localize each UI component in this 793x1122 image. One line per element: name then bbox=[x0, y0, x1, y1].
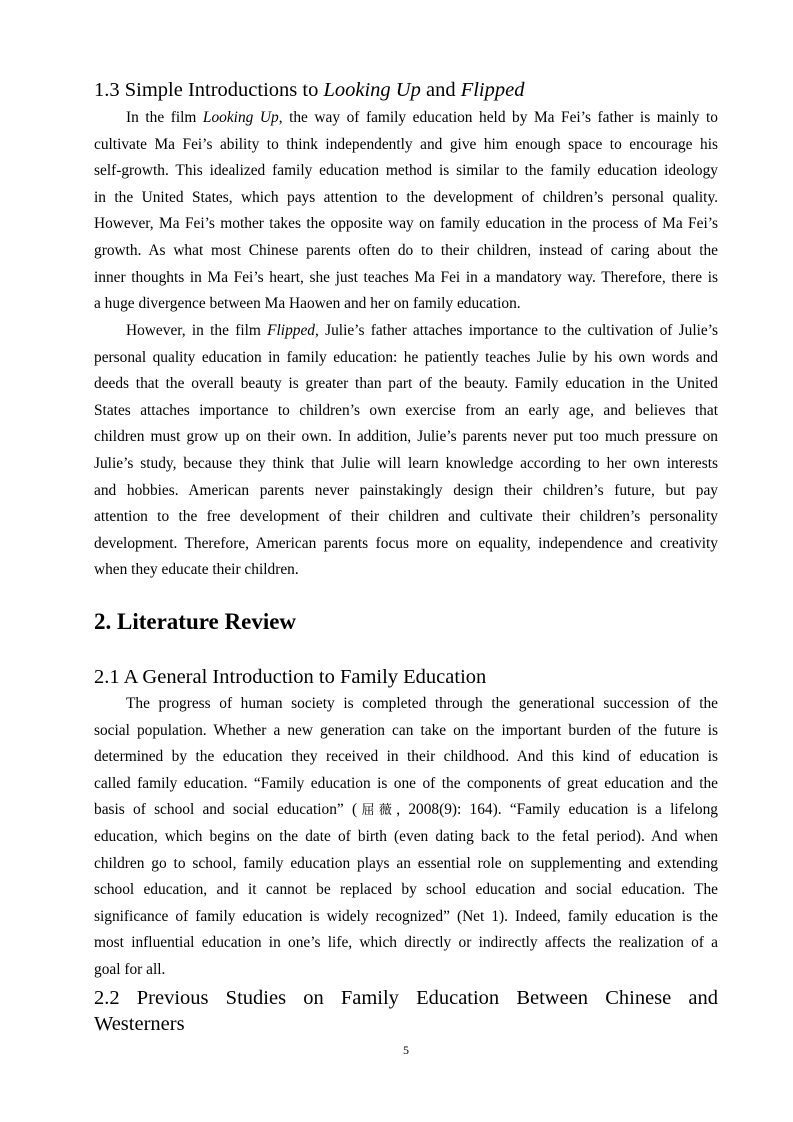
paragraph-line: basis of school and social education” (屈薇, 2008(9): 164). “Family education is a lifelong bbox=[94, 801, 718, 819]
paragraph-line: attention to the free development of their children and cultivate their children’s personality bbox=[94, 508, 718, 526]
paragraph-line: social population. Whether a new generation can take on the important burden of the future is bbox=[94, 721, 718, 739]
heading-and: and bbox=[420, 79, 461, 101]
cjk-author-name: 屈薇 bbox=[357, 803, 397, 819]
section-2-heading: 2. Literature Review bbox=[94, 609, 297, 634]
paragraph-line: cultivate Ma Fei’s ability to think independently and give him enough space to encourage his bbox=[94, 135, 718, 153]
paragraph-line: education, which begins on the date of birth (even dating back to the fetal period). And when bbox=[94, 827, 718, 845]
paragraph-line: growth. As what most Chinese parents often do to their children, instead of caring about the bbox=[94, 241, 718, 259]
page-number: 5 bbox=[403, 1043, 409, 1057]
paragraph-family-education bbox=[94, 691, 718, 984]
paragraph-line: goal for all. bbox=[94, 960, 166, 978]
paragraph-line: and hobbies. American parents never painstakingly design their children’s future, but pay bbox=[94, 481, 718, 499]
paragraph-line: children go to school, family education plays an essential role on supplementing and extending bbox=[94, 854, 718, 872]
paragraph-line: deeds that the overall beauty is greater than part of the beauty. Family education in the United bbox=[94, 375, 718, 393]
heading-title-flipped: Flipped bbox=[460, 79, 525, 101]
paragraph-line: most influential education in one’s life, which directly or indirectly affects the realization of a bbox=[94, 934, 718, 952]
paragraph-line: school education, and it cannot be replaced by school education and social education. The bbox=[94, 881, 718, 899]
paragraph-line: when they educate their children. bbox=[94, 561, 299, 579]
paragraph-line: significance of family education is widely recognized” (Net 1). Indeed, family education is the bbox=[94, 907, 718, 925]
section-2-1-heading: 2.1 A General Introduction to Family Education bbox=[94, 666, 487, 688]
paragraph-looking-up bbox=[94, 105, 718, 318]
paragraph-line: in the United States, which pays attention to the development of children’s personal quality. bbox=[94, 188, 718, 206]
section-1-3-heading bbox=[94, 77, 524, 103]
paragraph-line: States attaches importance to children’s own exercise from an early age, and believes that bbox=[94, 401, 718, 419]
section-2-2-heading-line1: 2.2 Previous Studies on Family Education Between Chinese and bbox=[94, 987, 718, 1009]
heading-title-looking-up: Looking Up bbox=[323, 79, 421, 101]
paragraph-line: personal quality education in family education: he patiently teaches Julie by his own words and bbox=[94, 348, 718, 366]
paragraph-line: However, Ma Fei’s mother takes the opposite way on family education in the process of Ma Fei’s bbox=[94, 215, 718, 233]
paragraph-line: inner thoughts in Ma Fei’s heart, she just teaches Ma Fei in a mandatory way. Therefore, there is bbox=[94, 268, 718, 286]
paragraph-line: However, in the film Flipped, Julie’s father attaches importance to the cultivation of Julie’s bbox=[126, 322, 718, 339]
paragraph-line: Julie’s study, because they think that Julie will learn knowledge according to her own interests bbox=[94, 454, 718, 472]
paragraph-line: called family education. “Family education is one of the components of great education and the bbox=[94, 774, 718, 792]
heading-prefix: 1.3 Simple Introductions to bbox=[94, 79, 324, 101]
paragraph-line: determined by the education they received in their childhood. And this kind of education is bbox=[94, 748, 718, 766]
paragraph-line: development. Therefore, American parents focus more on equality, independence and creativity bbox=[94, 534, 718, 552]
paragraph-flipped bbox=[94, 318, 718, 584]
paragraph-line: a huge divergence between Ma Haowen and her on family education. bbox=[94, 295, 521, 313]
paragraph-line: The progress of human society is completed through the generational succession of the bbox=[126, 695, 718, 712]
paragraph-line: self-growth. This idealized family education method is similar to the family education ideology bbox=[94, 162, 718, 180]
paragraph-line: In the film Looking Up, the way of family education held by Ma Fei’s father is mainly to bbox=[126, 109, 718, 126]
section-2-2-heading-line2: Westerners bbox=[94, 1013, 185, 1035]
paragraph-line: children must grow up on their own. In addition, Julie’s parents never put too much pressure on bbox=[94, 428, 718, 446]
